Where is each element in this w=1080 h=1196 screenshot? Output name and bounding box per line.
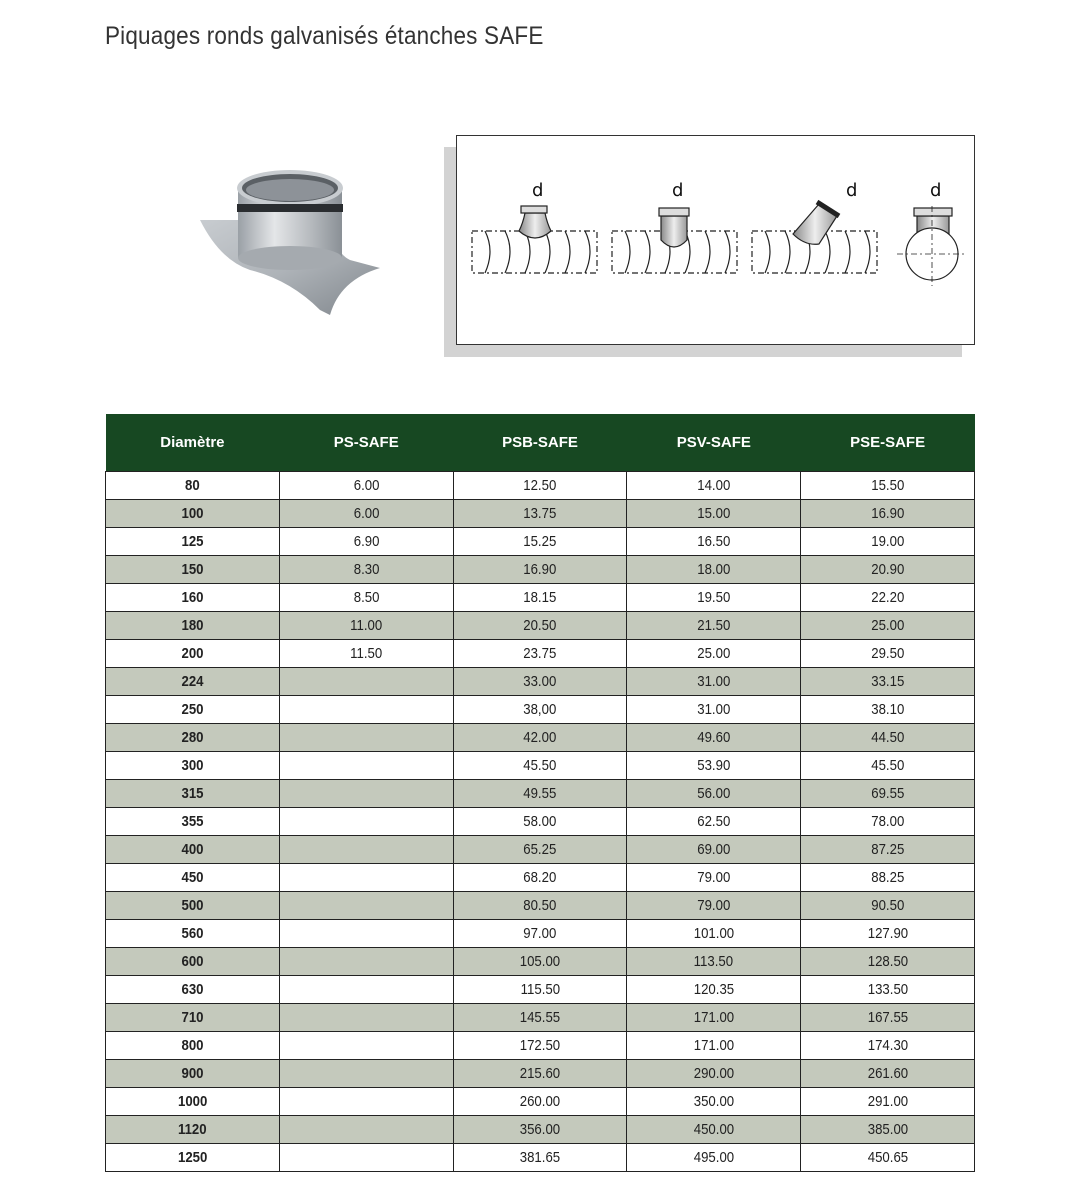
- cell-value: 450.65: [867, 1149, 908, 1166]
- cell-value: 11.00: [350, 617, 383, 634]
- diameter-cell: [106, 780, 280, 808]
- price-cell: [279, 892, 453, 920]
- price-cell: [627, 836, 801, 864]
- price-cell: [801, 948, 975, 976]
- diameter-cell: [106, 1144, 280, 1172]
- diameter-cell: [106, 724, 280, 752]
- diameter-cell: [106, 948, 280, 976]
- table-row: [106, 696, 975, 724]
- price-cell: [627, 472, 801, 500]
- price-cell: [627, 500, 801, 528]
- price-cell: [627, 1116, 801, 1144]
- fitting-diagram: [456, 135, 975, 345]
- price-cell: [801, 920, 975, 948]
- diameter-cell: [106, 1088, 280, 1116]
- cell-value: 150: [181, 561, 204, 578]
- diameter-label: d: [930, 180, 942, 201]
- price-cell: [627, 696, 801, 724]
- column-header-diameter: Diamètre: [106, 414, 280, 472]
- cell-value: 62.50: [697, 813, 731, 830]
- cell-value: 23.75: [523, 645, 557, 662]
- price-cell: [279, 948, 453, 976]
- price-cell: [279, 864, 453, 892]
- cell-value: 800: [181, 1037, 204, 1054]
- page-title: Piquages ronds galvanisés étanches SAFE: [105, 22, 544, 50]
- diameter-cell: [106, 668, 280, 696]
- cell-value: 58.00: [523, 813, 557, 830]
- cell-value: 291.00: [867, 1093, 908, 1110]
- cell-value: 29.50: [871, 645, 905, 662]
- price-cell: [627, 1032, 801, 1060]
- price-cell: [627, 556, 801, 584]
- cell-value: 172.50: [519, 1037, 561, 1054]
- cell-value: 12.50: [523, 477, 557, 494]
- price-cell: [627, 528, 801, 556]
- price-cell: [627, 1144, 801, 1172]
- table-row: [106, 892, 975, 920]
- price-cell: [279, 696, 453, 724]
- diameter-cell: [106, 472, 280, 500]
- price-cell: [801, 696, 975, 724]
- price-cell: [627, 1060, 801, 1088]
- cell-value: 80: [185, 477, 200, 494]
- price-cell: [801, 780, 975, 808]
- cell-value: 120.35: [693, 981, 734, 998]
- price-cell: [453, 780, 627, 808]
- diameter-cell: [106, 1032, 280, 1060]
- price-cell: [279, 780, 453, 808]
- price-cell: [279, 528, 453, 556]
- diameter-cell: [106, 528, 280, 556]
- price-cell: [279, 584, 453, 612]
- price-cell: [801, 472, 975, 500]
- cell-value: 88.25: [871, 869, 905, 886]
- cell-value: 53.90: [697, 757, 731, 774]
- diameter-cell: [106, 864, 280, 892]
- price-cell: [801, 752, 975, 780]
- price-cell: [453, 1116, 627, 1144]
- cell-value: 49.60: [697, 729, 731, 746]
- cell-value: 315: [181, 785, 204, 802]
- price-cell: [279, 920, 453, 948]
- price-cell: [627, 724, 801, 752]
- cell-value: 1120: [178, 1121, 207, 1138]
- table-row: [106, 1004, 975, 1032]
- diameter-label: d: [532, 180, 544, 201]
- cell-value: 1000: [177, 1093, 208, 1110]
- cell-value: 127.90: [867, 925, 908, 942]
- price-cell: [801, 528, 975, 556]
- cell-value: 100: [181, 505, 204, 522]
- price-cell: [627, 920, 801, 948]
- cell-value: 260.00: [519, 1093, 561, 1110]
- diameter-cell: [106, 1004, 280, 1032]
- diameter-cell: [106, 836, 280, 864]
- cell-value: 21.50: [697, 617, 731, 634]
- price-cell: [453, 1088, 627, 1116]
- cell-value: 356.00: [519, 1121, 561, 1138]
- diameter-cell: [106, 808, 280, 836]
- table-row: [106, 724, 975, 752]
- table-row: [106, 1088, 975, 1116]
- price-cell: [279, 1088, 453, 1116]
- column-header-ps-safe: PS-SAFE: [279, 414, 453, 472]
- price-cell: [627, 780, 801, 808]
- price-cell: [279, 472, 453, 500]
- cell-value: 450.00: [693, 1121, 734, 1138]
- cell-value: 44.50: [871, 729, 905, 746]
- product-photo: [190, 160, 390, 320]
- cell-value: 171.00: [693, 1009, 734, 1026]
- price-cell: [453, 948, 627, 976]
- cell-value: 69.00: [697, 841, 731, 858]
- table-row: [106, 1032, 975, 1060]
- price-cell: [801, 892, 975, 920]
- price-cell: [453, 892, 627, 920]
- cell-value: 38,00: [523, 701, 557, 718]
- price-cell: [279, 976, 453, 1004]
- price-cell: [453, 724, 627, 752]
- pipe-3: [752, 202, 877, 273]
- cell-value: 33.00: [523, 673, 557, 690]
- cell-value: 115.50: [520, 981, 560, 998]
- price-cell: [801, 556, 975, 584]
- table-row: [106, 864, 975, 892]
- cell-value: 105.00: [519, 953, 561, 970]
- cell-value: 400: [181, 841, 204, 858]
- table-row: [106, 836, 975, 864]
- cell-value: 15.25: [523, 533, 557, 550]
- diameter-cell: [106, 976, 280, 1004]
- price-cell: [279, 724, 453, 752]
- diameter-label: d: [846, 180, 858, 201]
- table-row: [106, 472, 975, 500]
- cell-value: 495.00: [693, 1149, 734, 1166]
- price-cell: [801, 612, 975, 640]
- cell-value: 15.00: [697, 505, 731, 522]
- cell-value: 160: [181, 589, 204, 606]
- price-cell: [279, 640, 453, 668]
- cell-value: 200: [181, 645, 204, 662]
- price-cell: [801, 1116, 975, 1144]
- cell-value: 90.50: [871, 897, 905, 914]
- diameter-cell: [106, 1116, 280, 1144]
- table-row: [106, 640, 975, 668]
- price-cell: [627, 584, 801, 612]
- price-cell: [801, 668, 975, 696]
- price-cell: [627, 668, 801, 696]
- cell-value: 87.25: [871, 841, 905, 858]
- cell-value: 69.55: [871, 785, 905, 802]
- table-row: [106, 528, 975, 556]
- cell-value: 560: [181, 925, 204, 942]
- cell-value: 80.50: [523, 897, 557, 914]
- price-cell: [627, 808, 801, 836]
- cell-value: 45.50: [871, 757, 905, 774]
- cell-value: 900: [181, 1065, 204, 1082]
- cell-value: 6.00: [353, 477, 380, 494]
- cell-value: 125: [181, 533, 204, 550]
- price-cell: [801, 1144, 975, 1172]
- cell-value: 171.00: [693, 1037, 734, 1054]
- price-cell: [627, 1088, 801, 1116]
- price-cell: [279, 1060, 453, 1088]
- diameter-cell: [106, 640, 280, 668]
- price-cell: [279, 1144, 453, 1172]
- cell-value: 16.90: [523, 561, 557, 578]
- price-cell: [801, 1032, 975, 1060]
- table-row: [106, 612, 975, 640]
- cell-value: 14.00: [697, 477, 731, 494]
- price-cell: [627, 640, 801, 668]
- price-cell: [453, 640, 627, 668]
- cell-value: 224: [181, 673, 204, 690]
- pipe-end-view: [897, 206, 967, 286]
- cell-value: 19.00: [871, 533, 905, 550]
- price-cell: [279, 612, 453, 640]
- price-cell: [801, 724, 975, 752]
- diameter-cell: [106, 500, 280, 528]
- table-row: [106, 1060, 975, 1088]
- table-row: [106, 1144, 975, 1172]
- price-table: [105, 414, 975, 1172]
- cell-value: 1250: [177, 1149, 208, 1166]
- cell-value: 133.50: [867, 981, 908, 998]
- cell-value: 290.00: [693, 1065, 734, 1082]
- cell-value: 20.50: [523, 617, 557, 634]
- price-cell: [453, 920, 627, 948]
- price-cell: [453, 976, 627, 1004]
- pipe-1: [472, 206, 597, 273]
- price-cell: [453, 696, 627, 724]
- price-cell: [279, 1032, 453, 1060]
- diameter-cell: [106, 696, 280, 724]
- price-cell: [801, 1060, 975, 1088]
- cell-value: 630: [181, 981, 204, 998]
- table-row: [106, 556, 975, 584]
- price-cell: [627, 976, 801, 1004]
- cell-value: 280: [181, 729, 204, 746]
- cell-value: 385.00: [867, 1121, 908, 1138]
- cell-value: 42.00: [523, 729, 557, 746]
- price-cell: [453, 836, 627, 864]
- cell-value: 300: [181, 757, 204, 774]
- price-cell: [453, 864, 627, 892]
- cell-value: 381.65: [519, 1149, 561, 1166]
- cell-value: 167.55: [867, 1009, 908, 1026]
- price-cell: [453, 528, 627, 556]
- cell-value: 79.00: [697, 869, 731, 886]
- cell-value: 33.15: [871, 673, 905, 690]
- table-row: [106, 976, 975, 1004]
- cell-value: 215.60: [519, 1065, 561, 1082]
- price-cell: [453, 1004, 627, 1032]
- cell-value: 20.90: [871, 561, 905, 578]
- price-cell: [627, 612, 801, 640]
- cell-value: 15.50: [871, 477, 905, 494]
- price-cell: [627, 1004, 801, 1032]
- cell-value: 6.00: [353, 505, 380, 522]
- price-cell: [801, 808, 975, 836]
- cell-value: 13.75: [523, 505, 557, 522]
- cell-value: 128.50: [867, 953, 908, 970]
- cell-value: 25.00: [871, 617, 905, 634]
- price-cell: [279, 836, 453, 864]
- price-cell: [453, 808, 627, 836]
- cell-value: 97.00: [523, 925, 557, 942]
- diagram-drawing: [457, 136, 974, 344]
- table-header-row: [106, 414, 975, 472]
- cell-value: 600: [181, 953, 204, 970]
- pipe-2: [612, 208, 737, 273]
- price-cell: [627, 752, 801, 780]
- cell-value: 25.00: [697, 645, 731, 662]
- price-cell: [801, 584, 975, 612]
- table-row: [106, 668, 975, 696]
- cell-value: 11.50: [350, 645, 383, 662]
- cell-value: 710: [181, 1009, 204, 1026]
- price-cell: [453, 1144, 627, 1172]
- cell-value: 65.25: [523, 841, 557, 858]
- column-header-psv-safe: PSV-SAFE: [627, 414, 801, 472]
- cell-value: 6.90: [353, 533, 380, 550]
- cell-value: 56.00: [697, 785, 731, 802]
- diameter-label: d: [672, 180, 684, 201]
- cell-value: 49.55: [523, 785, 557, 802]
- price-cell: [279, 500, 453, 528]
- cell-value: 79.00: [697, 897, 731, 914]
- cell-value: 355: [181, 813, 204, 830]
- price-cell: [453, 584, 627, 612]
- cell-value: 101.00: [693, 925, 734, 942]
- diameter-cell: [106, 920, 280, 948]
- price-cell: [279, 668, 453, 696]
- price-cell: [279, 1004, 453, 1032]
- cell-value: 450: [181, 869, 204, 886]
- cell-value: 38.10: [871, 701, 905, 718]
- price-cell: [279, 752, 453, 780]
- cell-value: 18.15: [523, 589, 557, 606]
- price-cell: [453, 1032, 627, 1060]
- cell-value: 78.00: [871, 813, 905, 830]
- cell-value: 19.50: [697, 589, 731, 606]
- diameter-cell: [106, 556, 280, 584]
- price-cell: [279, 556, 453, 584]
- table-row: [106, 500, 975, 528]
- cell-value: 31.00: [697, 673, 731, 690]
- cell-value: 500: [181, 897, 204, 914]
- price-cell: [453, 1060, 627, 1088]
- diameter-cell: [106, 612, 280, 640]
- table-row: [106, 780, 975, 808]
- table-row: [106, 752, 975, 780]
- cell-value: 174.30: [867, 1037, 908, 1054]
- cell-value: 8.30: [353, 561, 380, 578]
- cell-value: 16.90: [871, 505, 905, 522]
- table-row: [106, 920, 975, 948]
- price-cell: [453, 472, 627, 500]
- price-cell: [627, 948, 801, 976]
- price-cell: [801, 976, 975, 1004]
- price-cell: [627, 864, 801, 892]
- cell-value: 250: [181, 701, 204, 718]
- price-cell: [627, 892, 801, 920]
- column-header-psb-safe: PSB-SAFE: [453, 414, 627, 472]
- price-cell: [453, 500, 627, 528]
- price-cell: [453, 668, 627, 696]
- cell-value: 68.20: [523, 869, 557, 886]
- cell-value: 350.00: [693, 1093, 734, 1110]
- cell-value: 180: [181, 617, 204, 634]
- cell-value: 8.50: [353, 589, 380, 606]
- cell-value: 113.50: [694, 953, 734, 970]
- diameter-cell: [106, 1060, 280, 1088]
- price-cell: [453, 752, 627, 780]
- price-cell: [453, 612, 627, 640]
- table-row: [106, 808, 975, 836]
- table-row: [106, 584, 975, 612]
- table-row: [106, 948, 975, 976]
- diameter-cell: [106, 584, 280, 612]
- cell-value: 45.50: [523, 757, 557, 774]
- price-cell: [801, 1004, 975, 1032]
- cell-value: 16.50: [697, 533, 731, 550]
- diameter-cell: [106, 752, 280, 780]
- price-cell: [801, 1088, 975, 1116]
- price-cell: [279, 1116, 453, 1144]
- cell-value: 18.00: [697, 561, 731, 578]
- cell-value: 22.20: [871, 589, 905, 606]
- price-cell: [453, 556, 627, 584]
- cell-value: 261.60: [867, 1065, 908, 1082]
- price-cell: [801, 836, 975, 864]
- diameter-cell: [106, 892, 280, 920]
- column-header-pse-safe: PSE-SAFE: [801, 414, 975, 472]
- price-cell: [801, 500, 975, 528]
- price-cell: [801, 864, 975, 892]
- price-cell: [801, 640, 975, 668]
- cell-value: 145.55: [519, 1009, 561, 1026]
- table-row: [106, 1116, 975, 1144]
- price-cell: [279, 808, 453, 836]
- cell-value: 31.00: [697, 701, 731, 718]
